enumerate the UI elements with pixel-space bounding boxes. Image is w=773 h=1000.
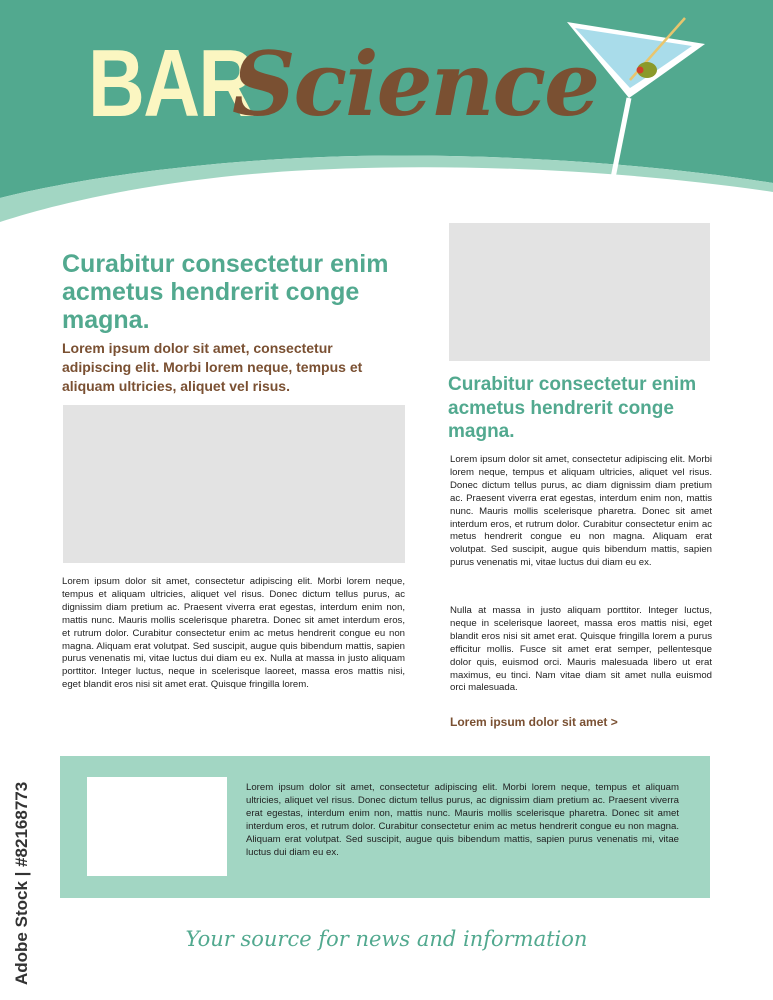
left-article-image-placeholder: [63, 405, 405, 563]
right-article-image-placeholder: [449, 223, 710, 361]
left-article-headline: Curabitur consectetur enim acmetus hendrerit conge magna.: [62, 250, 389, 334]
right-article-headline: Curabitur consectetur enim acmetus hendrerit conge magna.: [448, 374, 697, 442]
tagline: Your source for news and information: [185, 927, 588, 951]
right-article-body-1: Lorem ipsum dolor sit amet, consectetur adipiscing elit. Morbi lorem neque, tempus et aliquam ultricies, aliquet vel risus. Donec dictum tellus purus, ac diam dignissim diam pretium ac. Praesent viverra erat egestas, interdum enim non, mattis nunc. Mauris mollis scelerisque pharetra. Donec sit amet interdum eros, et rutrum dolor. Curabitur consectetur enim ac metus hendrerit congue eu non magna. Aliquam erat volutpat. Sed suscipit, augue quis bibendum mattis, sapien purus venenatis mi, vitae luctus dui diam eu ex.: [450, 454, 712, 569]
brand-title-bar: BAR: [88, 30, 254, 137]
read-more-link[interactable]: Lorem ipsum dolor sit amet >: [450, 715, 618, 729]
right-article-body-2: Nulla at massa in justo aliquam porttitor. Integer luctus, neque in scelerisque laoreet, massa eros mattis nisi, eget blandit eros nisi sit amet erat. Quisque fringilla lorem a purus efficitur mollis. Fusce sit amet erat semper, pellentesque dolor quis, euismod orci. Mauris malesuada libero ut erat maximus, eu tinci. Nam vitae diam sit amet nulla euismod orci malesuada.: [450, 605, 712, 694]
brand-title-science: Science: [232, 32, 599, 136]
left-article-body: Lorem ipsum dolor sit amet, consectetur adipiscing elit. Morbi lorem neque, tempus et aliquam ultricies, aliquet vel risus. Donec dictum tellus purus, ac dignissim diam pretium ac. Praesent viverra erat egestas, interdum enim non, mattis nunc. Mauris mollis scelerisque pharetra. Donec sit amet interdum eros, et rutrum dolor. Curabitur consectetur enim ac metus hendrerit congue eu non magna. Aliquam erat volutpat. Sed suscipit, augue quis bibendum mattis, sapien purus venenatis mi, vitae luctus dui diam eu ex. Nulla at massa in justo aliquam porttitor. Integer luctus, neque in scelerisque laoreet, massa eros mattis nisi, eget blandit eros nisi sit amet erat. Quisque fringilla lorem.: [62, 576, 405, 691]
stock-id-watermark: Adobe Stock | #82168773: [12, 781, 31, 985]
footer-image-placeholder: [87, 777, 227, 876]
footer-feature-box: [60, 756, 710, 898]
footer-body: Lorem ipsum dolor sit amet, consectetur adipiscing elit. Morbi lorem neque, tempus et aliquam ultricies, aliquet vel risus. Donec dictum tellus purus, ac dignissim diam pretium ac. Praesent viverra erat egestas, interdum enim non, mattis nunc. Mauris mollis scelerisque pharetra. Donec sit amet interdum eros, et rutrum dolor. Curabitur consectetur enim ac metus hendrerit congue eu non magna. Aliquam erat volutpat. Sed suscipit, augue quis bibendum mattis, sapien purus venenatis mi, vitae luctus dui diam eu ex.: [246, 782, 679, 858]
left-article-subhead: Lorem ipsum dolor sit amet, consectetur adipiscing elit. Morbi lorem neque, tempus et aliquam ultricies, aliquet vel risus.: [62, 340, 363, 394]
